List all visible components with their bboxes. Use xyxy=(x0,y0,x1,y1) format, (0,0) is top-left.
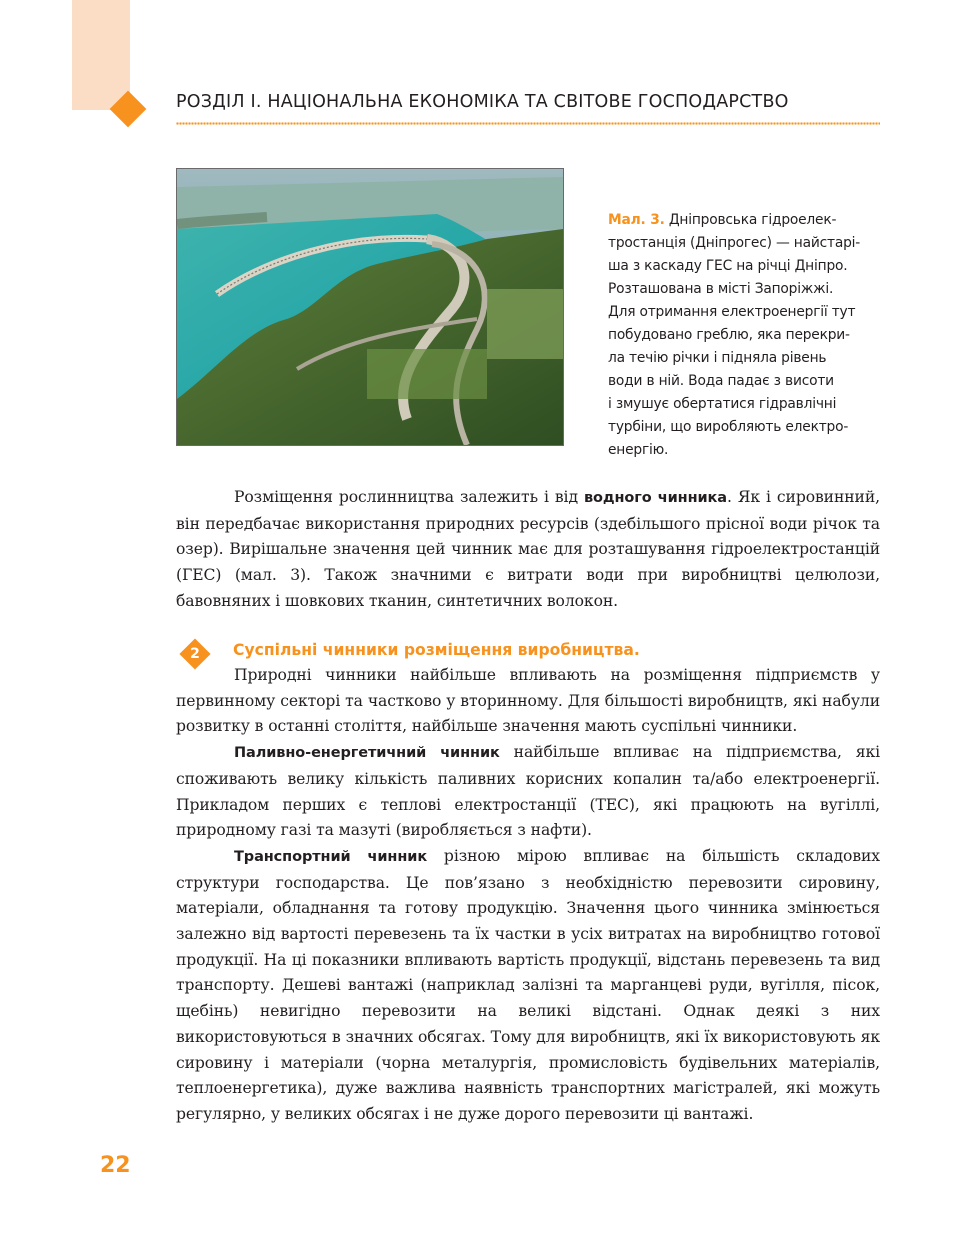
paragraph-natural-factors: Природні чинники найбільше впливають на розміщення підприємств у первинному секторі та частково у вторинному. Для більшості виробництв, які набули розвитку в останні століття, найбільше значення мають суспільні чинники. xyxy=(176,666,880,736)
chapter-title: РОЗДІЛ І. НАЦІОНАЛЬНА ЕКОНОМІКА ТА СВІТОВЕ ГОСПОДАРСТВО xyxy=(176,92,789,112)
term-fuel-energy-factor: Паливно-енергетичний чинник xyxy=(234,745,500,762)
term-transport-factor: Транспортний чинник xyxy=(234,848,428,865)
aerial-photo-illustration xyxy=(177,169,563,445)
caption-line: Дніпровська гідроелек- xyxy=(668,212,837,228)
header-tab xyxy=(72,0,130,110)
caption-line: ла течію річки і підняла рівень xyxy=(608,350,827,366)
caption-line: Розташована в місті Запоріжжі. xyxy=(608,281,834,297)
caption-line: тростанція (Дніпрогес) — найстарі- xyxy=(608,235,861,251)
caption-line: і змушує обертатися гідравлічні xyxy=(608,396,837,412)
dnieper-hydro-station-photo xyxy=(176,168,564,446)
header-dotted-rule xyxy=(176,121,880,126)
caption-line: Для отримання електроенергії тут xyxy=(608,304,856,320)
paragraph-fuel-energy-factor: Паливно-енергетичний чинник найбільше впливає на підприємства, які споживають велику кількість паливних корисних копалин та/або електроенергії. Прикладом перших є теплові електростанції (ТЕС), які працюють на вугіллі, природному газі та мазуті (виробляється з нафти). xyxy=(176,743,881,840)
page-number: 22 xyxy=(100,1153,131,1178)
section-body xyxy=(176,663,880,1128)
section-heading: Суспільні чинники розміщення виробництва. xyxy=(233,641,640,659)
caption-line: турбіни, що виробляють електро- xyxy=(608,419,849,435)
section-number: 2 xyxy=(190,646,200,662)
figure-caption xyxy=(608,209,880,462)
caption-line: енергію. xyxy=(608,442,669,458)
paragraph-water-factor: Розміщення рослинництва залежить і від водного чинника. Як і сировинний, він передбачає використання природних ресурсів (здебільшого прісної води річок та озер). Вирішальне значення цей чинник має для розташування гідроелектростанцій (ГЕС) (мал. 3). Також значними є витрати води при виробництві целюлози, бавовняних і шовкових тканин, синтетичних волокон. xyxy=(176,488,880,610)
caption-line: ша з каскаду ГЕС на річці Дніпро. xyxy=(608,258,848,274)
figure-label: Мал. 3. xyxy=(608,212,665,228)
caption-line: води в ній. Вода падає з висоти xyxy=(608,373,834,389)
caption-line: побудовано греблю, яка перекри- xyxy=(608,327,850,343)
term-water-factor: водного чинника xyxy=(583,490,727,506)
paragraph-transport-factor: Транспортний чинник різною мірою впливає на більшість складових структури господарства. Це пов’язано з необхідністю перевозити сировину, матеріали, обладнання та готову продукцію. Значення цього чинника змінюється залежно від вартості перевезень та їх частки в усіх витратах на виробництво готової продукції. На ці показники впливають вартість продукції, відстань перевезень та вид транспорту. Дешеві вантажі (наприклад залізні та марганцеві руди, вугілля, пісок, щебінь) невигідно перевозити на великі відстані. Однак деякі з них використовуються в значних обсягах. Тому для виробництв, які їх використовують як сировину і матеріали (чорна металургія, промисловість будівельних матеріалів, теплоенергетика), дуже важлива наявність транспортних магістралей, які можуть регулярно, у великих обсягах і не дуже дорого перевозити ці вантажі. xyxy=(176,846,881,1123)
